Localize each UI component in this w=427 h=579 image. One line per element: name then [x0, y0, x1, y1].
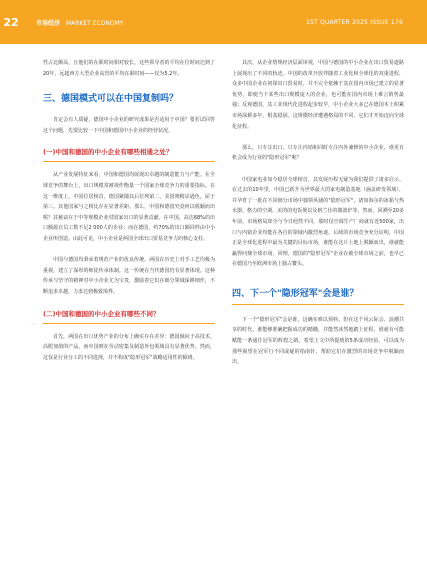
brand-name: 市场经济 — [36, 19, 61, 27]
paragraph: 下一个"隐形冠军"会是谁，这确实难以预料。但在这个风云际会、浪潮共享的时代，谁能够准确把握成功的精髓，并能然沐然地踏上征程，谁就有可能赋能一条通往冠军的辉煌之路。希望上文中所提到的5条成功经验，可以成为那些渴望在冠军行不同或疑的指南针，帮助它们在激烈的市场竞争中脱颖而出。 — [232, 316, 404, 366]
section-heading: 四、下一个"隐形冠军"会是谁？ — [232, 288, 359, 299]
page-number: 22 — [3, 15, 19, 29]
magazine-name: MARKET ECONOMY — [65, 19, 124, 27]
paragraph: 肯定会有人质疑，德国中小企业的研究成果是否适用于中国？要若试回答这个问题，先要比较一下中国和德国中小企业的经营状况。 — [43, 117, 215, 134]
paragraph: 中国与德国均秉承着规范产业的优良传统。两国在历史上对手工艺均极为重视，建立了深厚的师徒传承体制。这一传统在当代德国仍有显著体现。这种传承与坚守的精神对中小企业尤为宝贵，激励着它们在细分领域深耕细作，不断追求卓越，力求达到极致境界。 — [43, 257, 215, 295]
paragraph: 其次，从企业情规经济层面审视，中国与德国的中小企业在出口贸易道路上展现出了不同的轨迹。中国的改革开放伴随着工业化和全球化的双重进程，众多中国企业在初探出口贸易时，并不完全依赖于其在国内市场已建立的显著优势，即便当下某些出口规模庞大的企业，也可能在国内市场上难言销售最强；反观德国，其工业现代化进程起步较早，中小企业大多已在德国本土积累市场深耕多年，根基稳固。这规模经济遭遇格局的不同，它们才开始迈向全球化征程。 — [232, 60, 404, 130]
paragraph: 首先，两国在出口优势产业的分布上确实存在差异：德国倾向于高技术、高附加值的产品，而中国则在劳动密集及制造外包领域具有显著优势。然而，这仅是行业分工的不同选择，并不构成"隐形冠军"战略适用性的障碍。 — [43, 333, 215, 361]
paragraph: 从产业发展特征来看，中国和德国均展现出卓越的制造能力与产能。在全球竞争的舞台上，出口规模常被视作衡量一个国家全球竞争力的重要指标。在这一维度上，中国位居榜首，德国紧随其后位列第二，美国则稍显逊色，屈于第三。其他国家与之相比存在显著差距。那么，中国和德国究竟何以脱颖而出呢？其秘诀在于中等规模企业对国家出口的显著贡献。在中国，高达68%的出口额源自员工数不足2 000人的企业；而在德国，约70%的出口额同样由中小企业所创造。由此可见，中小企业是两国全球出口贸易竞争力的核心支柱。 — [43, 172, 215, 242]
subheading: (二)中国和德国的中小企业有哪些不同？ — [43, 309, 160, 318]
paragraph: 性占比颇高，且他们的在职时间相对较长。这些领导者的平均在位时间达到了20年，远超西方大型企业高管的平均在职时间——仅为5.2年。 — [43, 60, 215, 77]
page-header — [0, 0, 427, 44]
paragraph: 中国家电业如今稳居全球榜首，其发展历程无疑为我们提供了诸多启示。在过去的10年里，中国已跃升为世界最大的家电制造基地（涵盖研发领域），并孕育了一批在不同细分市场中独领风骚的"隐形冠军"，诸如海尔的冰箱与热水器、格力的空调、美的的电饭煲以及格兰仕的微波炉等。然而，回溯至20多年前，市场格局却全与今日迥然不同，那时仅空调生产厂商就有近500家，出口与内销企业均能在各自的领域内激烈角逐。后续的市场竞争充分证明，中国正是全球化进程中最为关键的目标市场，谁能在这片土地上脱颖而出，谁就能赢得问鼎全球市场。同理，德国的"隐形冠军"企业在被全球市场之前，也早已在德国乃至欧洲市场上独占鳌头。 — [232, 176, 404, 268]
left-column — [43, 58, 215, 374]
subheading-box — [43, 148, 215, 162]
subheading-box — [43, 310, 215, 324]
subheading: (一)中国和德国的中小企业有哪些相通之处？ — [43, 148, 173, 157]
right-column — [232, 58, 404, 378]
section-heading-box — [232, 288, 404, 305]
paragraph: 那么，只专注出口、只专注内销和同时专注内外兼修的中小企业，谁更有机会成为行业的"隐形冠军"呢？ — [232, 144, 404, 162]
issue-label: 1ST QUARTER 2025 ISSUE 176 — [306, 18, 403, 26]
section-heading: 三、德国模式可以在中国复制吗？ — [43, 94, 179, 105]
publication-name — [36, 18, 123, 27]
